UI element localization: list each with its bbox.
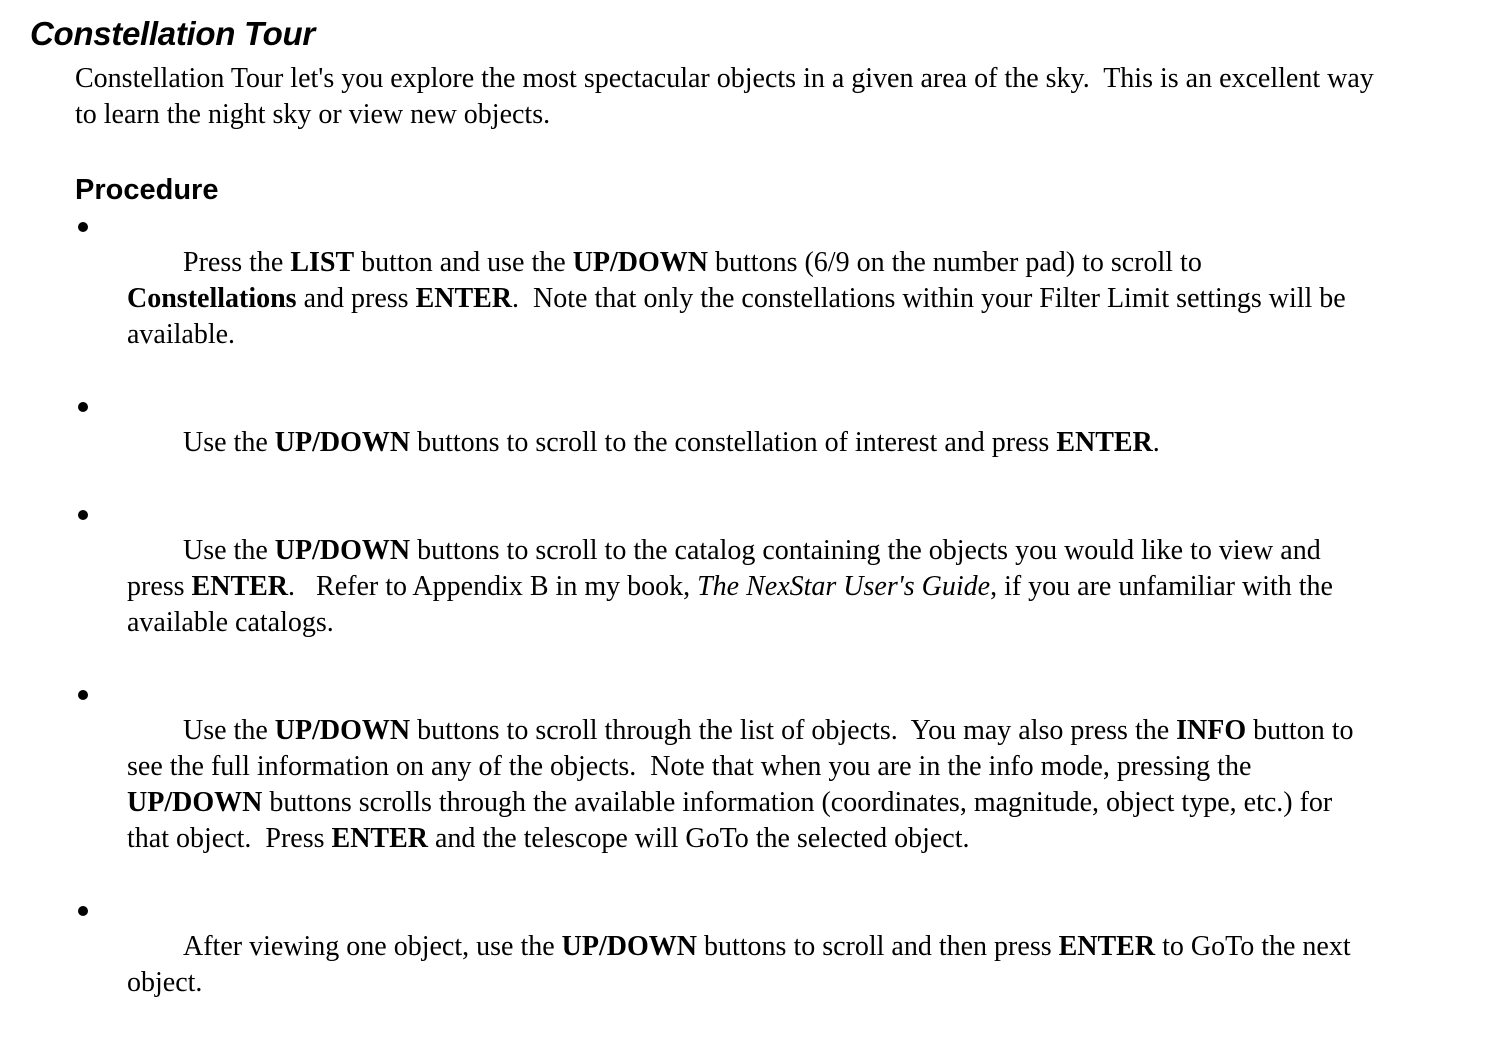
bullet-marker-icon <box>78 222 88 232</box>
bullet-marker-icon <box>78 690 88 700</box>
procedure-step-text: Use the UP/DOWN buttons to scroll through the list of objects. You may also press the INFO button to see the full information on any of the objects. Note that when you are in the info mode, pressing the UP/DOWN buttons scrolls through the available information (coordinates, magnitude, object type, etc.) for that object. Press ENTER and the telescope will GoTo the selected object. <box>127 715 1361 854</box>
bullet-marker-icon <box>78 510 88 520</box>
bullet-marker-icon <box>78 402 88 412</box>
procedure-step-text: Use the UP/DOWN buttons to scroll to the catalog containing the objects you would like to view and press ENTER. Refer to Appendix B in my book, The NexStar User's Guide, if you are unfamiliar with the available catalogs. <box>127 535 1340 638</box>
procedure-step-4 <box>75 677 1365 893</box>
procedure-step-text: Use the UP/DOWN buttons to scroll to the constellation of interest and press ENTER. <box>183 427 1160 458</box>
section-title: Constellation Tour <box>30 15 315 52</box>
procedure-step-3 <box>75 497 1365 677</box>
procedure-step-5 <box>75 893 1365 1037</box>
procedure-step-1 <box>75 209 1365 389</box>
intro-paragraph: Constellation Tour let's you explore the most spectacular objects in a given area of the sky. This is an excellent way to learn the night sky or view new objects. <box>75 63 1381 130</box>
document-page <box>0 14 1500 998</box>
procedure-heading: Procedure <box>75 174 219 206</box>
bullet-marker-icon <box>78 906 88 916</box>
procedure-step-text: After viewing one object, use the UP/DOWN buttons to scroll and then press ENTER to GoTo the next object. <box>127 931 1358 998</box>
procedure-step-2 <box>75 389 1365 497</box>
section-body <box>75 61 1420 1037</box>
procedure-list <box>75 209 1365 1037</box>
procedure-step-text: Press the LIST button and use the UP/DOWN buttons (6/9 on the number pad) to scroll to Constellations and press ENTER. Note that only the constellations within your Filter Limit settings will be available. <box>127 247 1353 350</box>
